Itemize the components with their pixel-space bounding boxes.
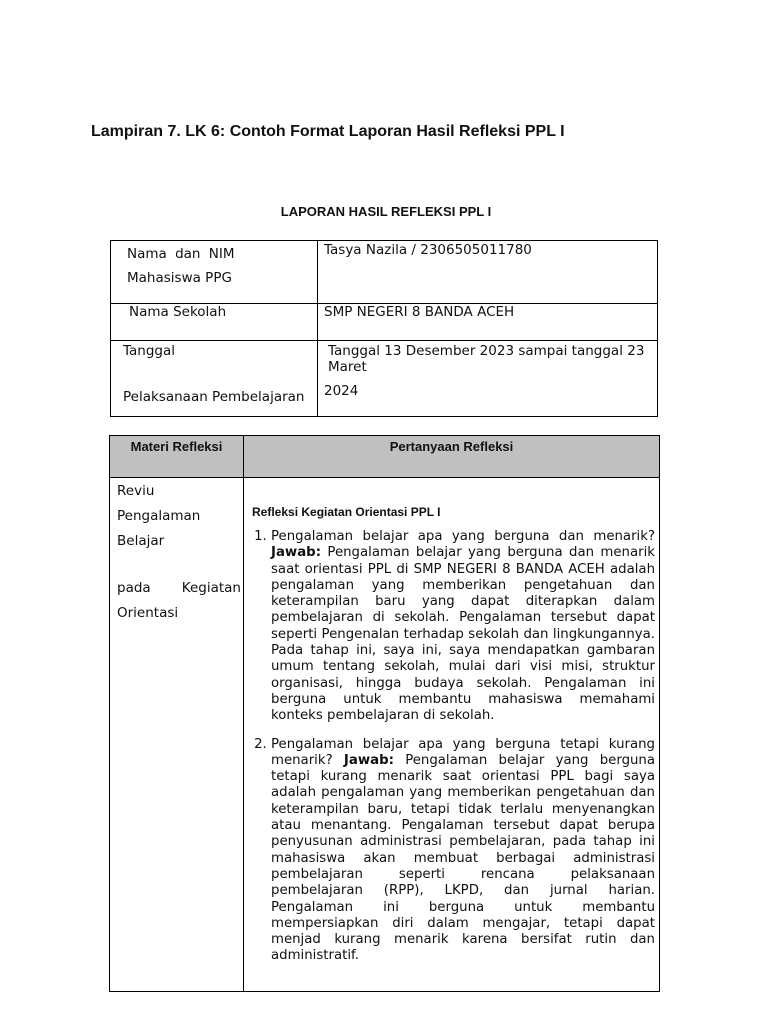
reflection-table xyxy=(109,435,660,992)
list-item xyxy=(271,737,655,965)
question-1: Pengalaman belajar apa yang berguna dan menarik? xyxy=(271,529,655,544)
answer-label: Jawab: xyxy=(343,752,394,768)
materi-line-1: Reviu xyxy=(117,483,155,499)
table-row xyxy=(111,341,658,417)
col-header-pertanyaan: Pertanyaan Refleksi xyxy=(244,436,660,478)
school-label-cell xyxy=(111,304,318,341)
table-row xyxy=(111,304,658,341)
reflection-subheading: Refleksi Kegiatan Orientasi PPL I xyxy=(252,505,441,519)
materi-line-4: pada Kegiatan xyxy=(117,580,241,596)
date-label-line1: Tanggal xyxy=(123,343,176,359)
date-value-cell xyxy=(318,341,658,417)
question-list xyxy=(244,529,659,965)
name-label-cell xyxy=(111,241,318,304)
date-value-line1: Tanggal 13 Desember 2023 sampai tanggal 23 Maret xyxy=(328,343,645,375)
answer-label: Jawab: xyxy=(271,545,322,561)
date-label-cell xyxy=(111,341,318,417)
materi-line-2: Pengalaman xyxy=(117,508,201,524)
school-label: Nama Sekolah xyxy=(129,304,227,320)
materi-line-5: Orientasi xyxy=(117,605,179,621)
date-label-line2: Pelaksanaan Pembelajaran xyxy=(123,389,305,405)
name-label-line2: Mahasiswa PPG xyxy=(127,270,232,286)
page-heading: Lampiran 7. LK 6: Contoh Format Laporan Hasil Refleksi PPL I xyxy=(91,123,565,140)
date-value-line2: 2024 xyxy=(324,383,359,399)
answer-1: Pengalaman belajar yang berguna dan menarik saat orientasi PPL di SMP NEGERI 8 BANDA ACEH adalah pengalaman yang memberikan pengetahuan dan keterampilan baru yang dapat diterapkan dalam pembelajaran di sekolah. Pengalaman tersebut dapat seperti Pengenalan terhadap sekolah dan lingkungannya. Pada tahap ini, saya ini, saya mendapatkan gambaran umum tentang sekolah, mulai dari visi misi, struktur organisasi, hingga budaya sekolah. Pengalaman ini berguna untuk membantu mahasiswa memahami konteks pembelajaran di sekolah. xyxy=(271,545,655,724)
table-row xyxy=(110,478,660,992)
school-value: SMP NEGERI 8 BANDA ACEH xyxy=(324,304,515,320)
report-title: LAPORAN HASIL REFLEKSI PPL I xyxy=(280,204,492,219)
materi-line-3: Belajar xyxy=(117,533,165,549)
answer-2: Pengalaman belajar yang berguna tetapi kurang menarik saat orientasi PPL bagi saya adalah pengalaman yang memberikan pengetahuan dan keterampilan baru, tetapi tidak terlalu menyenangkan atau menantang. Pengalaman tersebut dapat berupa penyusunan administrasi pembelajaran, pada tahap ini mahasiswa akan membuat berbagai administrasi pembelajaran seperti rencana pelaksanaan pembelajaran (RPP), LKPD, dan jurnal harian. Pengalaman ini berguna untuk membantu mempersiapkan diri dalam mengajar, tetapi dapat menjad kurang menarik karena bersifat rutin dan administratif. xyxy=(271,752,656,964)
list-item xyxy=(271,529,655,725)
name-label-line1: Nama dan NIM xyxy=(127,246,235,262)
pertanyaan-cell xyxy=(244,478,660,992)
name-value-cell xyxy=(318,241,658,304)
table-header-row xyxy=(110,436,660,478)
materi-cell xyxy=(110,478,244,992)
name-value: Tasya Nazila / 2306505011780 xyxy=(324,242,532,258)
col-header-materi: Materi Refleksi xyxy=(110,436,244,478)
table-row xyxy=(111,241,658,304)
school-value-cell xyxy=(318,304,658,341)
identity-table xyxy=(110,240,658,417)
question-2: Pengalaman belajar apa yang berguna tetapi kurang menarik? xyxy=(271,736,655,768)
